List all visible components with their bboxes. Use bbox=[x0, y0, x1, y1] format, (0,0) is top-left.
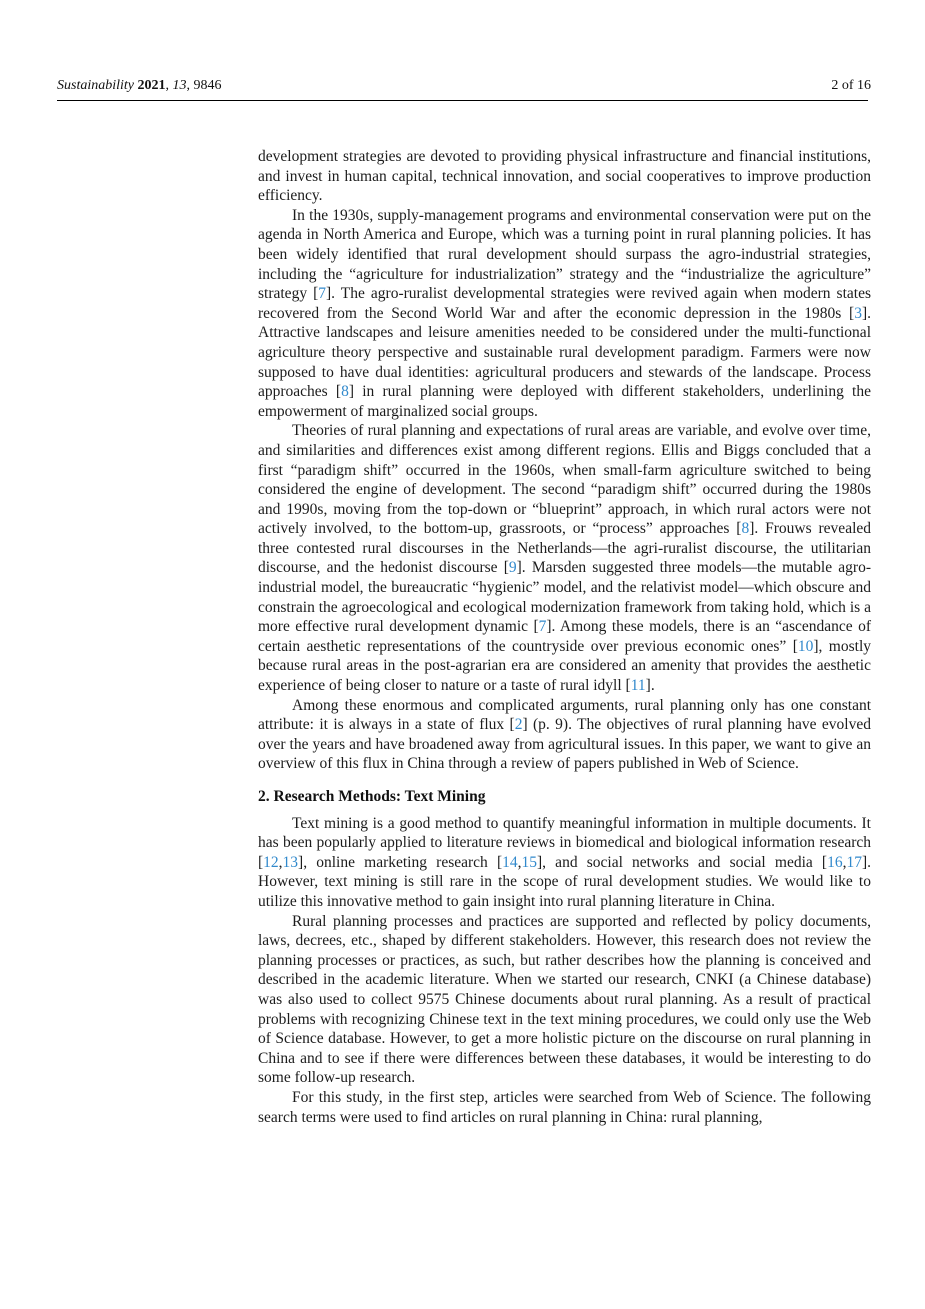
citation-link[interactable]: 12 bbox=[263, 853, 279, 871]
citation-link[interactable]: 9 bbox=[508, 559, 517, 577]
citation-link[interactable]: 13 bbox=[282, 853, 299, 871]
paragraph: Among these enormous and complicated arguments, rural planning only has one constant attribute: it is always in a state of flux [2] (p. 9). The objectives of rural planning have evolved over the years and have broadened away from agricultural issues. In this paper, we want to give an overview of this flux in China through a review of papers published in Web of Science. bbox=[258, 696, 871, 773]
page-number: 2 of 16 bbox=[831, 78, 871, 93]
paragraph: Text mining is a good method to quantify meaningful information in multiple documents. It has been popularly applied to literature reviews in biomedical and biological information research [12,13], online marketing research [14,15], and social networks and social media [16,17]. However, text mining is still rare in the scope of rural development studies. We would like to utilize this innovative method to gain insight into rural planning literature in China. bbox=[258, 814, 872, 910]
paragraph: In the 1930s, supply-management programs and environmental conservation were put on the agenda in North America and Europe, which was a turning point in rural planning policies. It has been widely identified that rural development should surpass the agro-industrial strategies, including the “agriculture for industrialization” strategy and the “industrialize the agriculture” strategy [7]. The agro-ruralist developmental strategies were revived again when modern states recovered from the Second World War and after the economic depression in the 1980s [3]. Attractive landscapes and leisure amenities needed to be considered under the multi-functional agriculture theory perspective and sustainable rural development paradigm. Farmers were now supposed to have dual identities: agricultural producers and stewards of the landscape. Process approaches [8] in rural planning were deployed with different stakeholders, underlining the empowerment of marginalized social groups. bbox=[258, 206, 871, 420]
journal-citation: Sustainability 2021, 13, 9846 bbox=[57, 78, 222, 93]
citation-link[interactable]: 11 bbox=[630, 677, 646, 695]
citation-link[interactable]: 16 bbox=[827, 853, 843, 871]
text-segment: 13 bbox=[172, 78, 187, 93]
paragraph: Theories of rural planning and expectations of rural areas are variable, and evolve over time, and similarities and differences exist among different regions. Ellis and Biggs concluded that a first “paradigm shift” occurred in the 1960s, when small-farm agriculture switched to being considered the engine of development. The second “paradigm shift” occurred during the 1980s and 1990s, moving from the top-down or “blueprint” approach, in which rural actors were not actively involved, to the bottom-up, grassroots, or “process” approaches [8]. Frouws revealed three contested rural discourses in the Netherlands—the agri-ruralist discourse, the utilitarian discourse, and the hedonist discourse [9]. Marsden suggested three models—the mutable agro-industrial model, the bureaucratic “hygienic” model, and the relativist model—which obscure and constrain the agroecological and ecological modernization framework from taking hold, which is a more effective rural development dynamic [7]. Among these models, there is an “ascendance of certain aesthetic representations of the countryside over previous economic ones” [10], mostly because rural areas in the post-agrarian era are considered an amenity that provides the aesthetic experience of being closer to nature or a taste of rural idyll [11]. bbox=[258, 422, 872, 695]
body-paragraphs-before-heading bbox=[258, 147, 871, 774]
citation-link[interactable]: 8 bbox=[341, 383, 349, 401]
body-paragraphs-after-heading bbox=[258, 814, 871, 1128]
paragraph: development strategies are devoted to providing physical infrastructure and financial institutions, and invest in human capital, technical innovation, and social cooperatives to improve production efficiency. bbox=[258, 148, 871, 205]
text-segment: Sustainability bbox=[57, 78, 138, 93]
citation-link[interactable]: 14 bbox=[502, 853, 518, 871]
citation-link[interactable]: 2 bbox=[514, 716, 523, 734]
header-rule bbox=[57, 100, 868, 101]
citation-link[interactable]: 15 bbox=[521, 853, 537, 871]
citation-link[interactable]: 10 bbox=[797, 637, 814, 655]
text-segment: 2021 bbox=[137, 78, 166, 93]
citation-link[interactable]: 3 bbox=[854, 304, 862, 322]
paragraph: Rural planning processes and practices are supported and reflected by policy documents, laws, decrees, etc., shaped by different stakeholders. However, this research does not review the planning processes or practices, as such, but rather describes how the planning is conceived and described in the academic literature. When we started our research, CNKI (a Chinese database) was also used to collect 9575 Chinese documents about rural planning. As a result of practical problems with recognizing Chinese text in the text mining procedures, we could only use the Web of Science database. However, to get a more holistic picture on the discourse on rural planning in China and to see if there were differences between these databases, it would be interesting to do some follow-up research. bbox=[258, 912, 871, 1087]
paragraph: For this study, in the first step, articles were searched from Web of Science. The following search terms were used to find articles on rural planning in China: rural planning, bbox=[258, 1088, 871, 1126]
section-heading: 2. Research Methods: Text Mining bbox=[258, 788, 486, 805]
citation-link[interactable]: 7 bbox=[538, 618, 547, 636]
citation-link[interactable]: 8 bbox=[741, 520, 750, 538]
running-head bbox=[57, 78, 871, 94]
citation-link[interactable]: 17 bbox=[846, 853, 862, 871]
article-body bbox=[258, 147, 871, 1127]
citation-link[interactable]: 7 bbox=[318, 285, 327, 303]
